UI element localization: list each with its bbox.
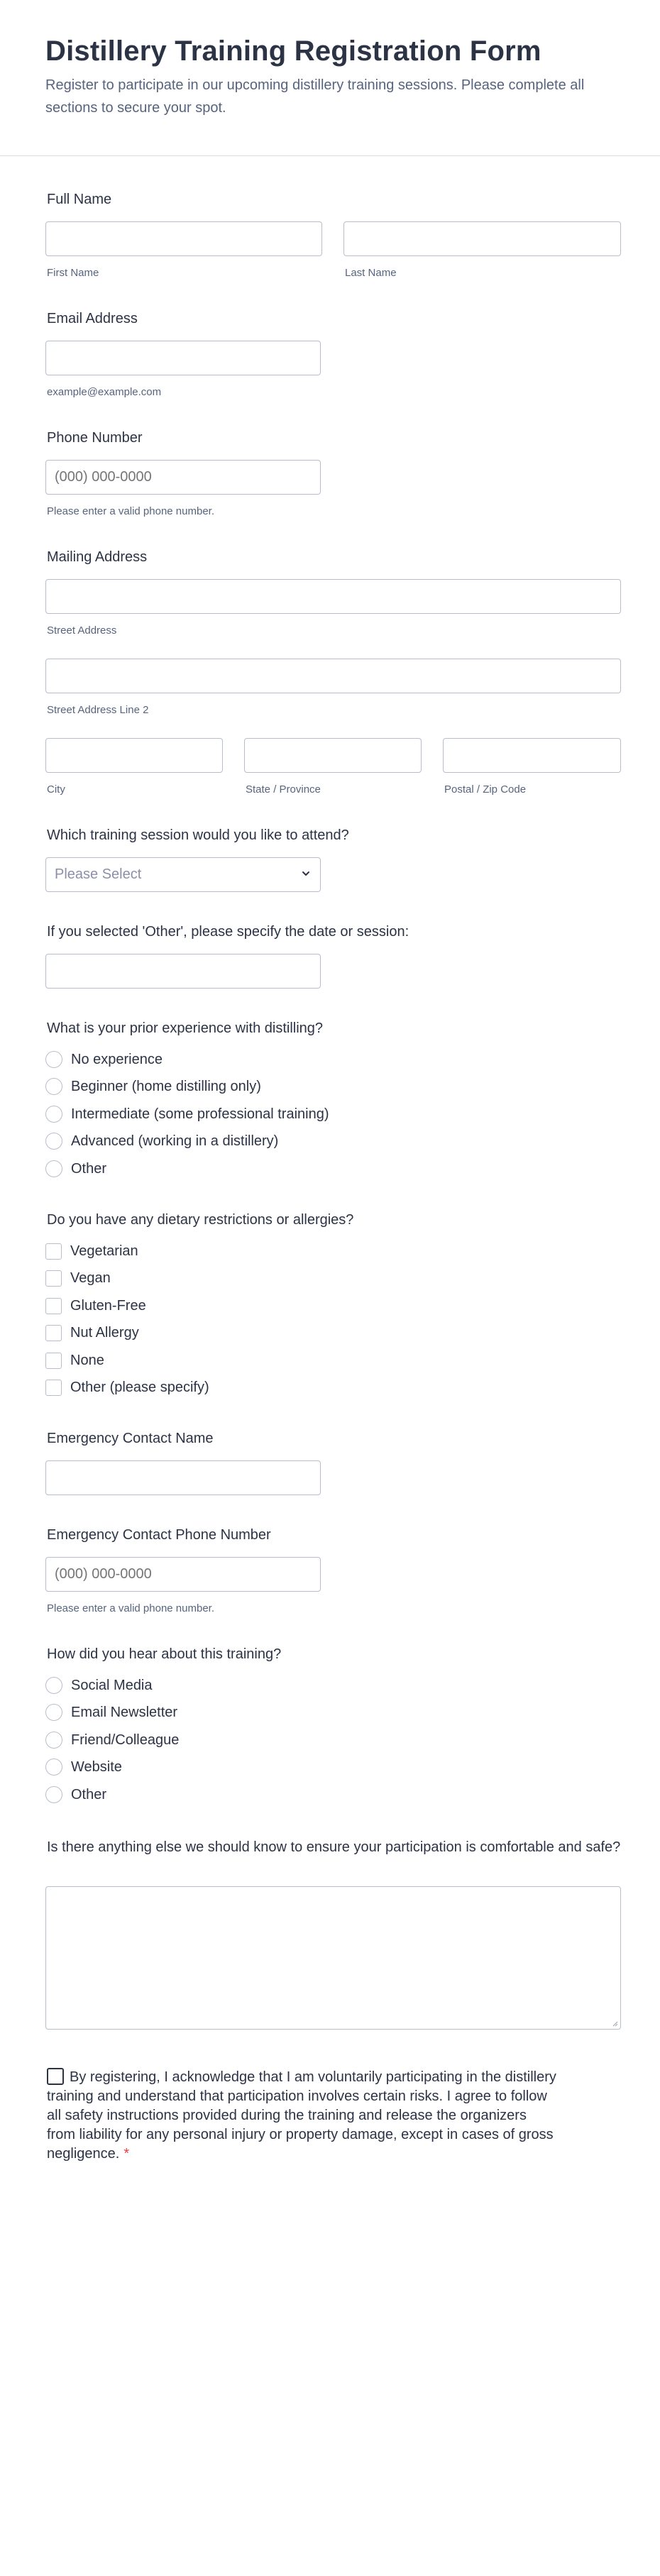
radio-button[interactable] (45, 1704, 62, 1721)
email-label: Email Address (47, 311, 138, 326)
comments-textarea[interactable] (45, 1886, 621, 2030)
phone-input[interactable] (45, 460, 321, 495)
street-address-sublabel: Street Address (47, 624, 117, 637)
radio-button[interactable] (45, 1160, 62, 1177)
heard-option[interactable] (45, 1785, 106, 1804)
consent-checkbox[interactable] (47, 2068, 64, 2085)
dietary-label: Do you have any dietary restrictions or allergies? (47, 1212, 354, 1228)
option-label: Email Newsletter (71, 1704, 178, 1720)
dietary-option[interactable] (45, 1242, 138, 1260)
form-header (0, 0, 660, 156)
last-name-input[interactable] (343, 221, 621, 256)
radio-button[interactable] (45, 1758, 62, 1776)
first-name-input[interactable] (45, 221, 322, 256)
heard-label: How did you hear about this training? (47, 1646, 282, 1662)
checkbox[interactable] (45, 1325, 62, 1341)
radio-button[interactable] (45, 1106, 62, 1123)
first-name-sublabel: First Name (47, 267, 99, 279)
state-sublabel: State / Province (246, 783, 321, 796)
city-input[interactable] (45, 738, 223, 773)
heard-option[interactable] (45, 1758, 122, 1776)
street-address-line2-sublabel: Street Address Line 2 (47, 704, 149, 716)
dietary-option[interactable] (45, 1378, 209, 1397)
mailing-address-label: Mailing Address (47, 549, 148, 565)
dietary-option[interactable] (45, 1297, 146, 1315)
phone-label: Phone Number (47, 430, 143, 446)
required-marker: * (123, 2146, 130, 2162)
checkbox[interactable] (45, 1298, 62, 1314)
city-sublabel: City (47, 783, 65, 796)
option-label: Nut Allergy (70, 1324, 139, 1341)
street-address-line2-input[interactable] (45, 659, 621, 693)
consent-text: By registering, I acknowledge that I am voluntarily participating in the distillery training and understand that participation involves certain risks. I agree to follow all safety instructions provided during the training and release the organizers from liability for any personal injury or property damage, except in cases of gross negligence. (47, 2069, 556, 2162)
option-label: Advanced (working in a distillery) (71, 1133, 279, 1149)
option-label: Other (please specify) (70, 1379, 209, 1395)
heard-option[interactable] (45, 1703, 177, 1722)
experience-option[interactable] (45, 1160, 106, 1178)
radio-button[interactable] (45, 1732, 62, 1749)
experience-option[interactable] (45, 1132, 278, 1150)
radio-button[interactable] (45, 1051, 62, 1068)
option-label: Social Media (71, 1677, 153, 1693)
option-label: Vegetarian (70, 1243, 138, 1259)
radio-button[interactable] (45, 1133, 62, 1150)
checkbox[interactable] (45, 1243, 62, 1260)
dietary-option[interactable] (45, 1269, 111, 1287)
experience-option[interactable] (45, 1050, 163, 1069)
comments-label: Is there anything else we should know to ensure your participation is comfortable and safe? (47, 1839, 621, 1855)
emergency-phone-sublabel: Please enter a valid phone number. (47, 1602, 214, 1614)
session-select-value: Please Select (55, 866, 142, 882)
email-input[interactable] (45, 341, 321, 375)
checkbox[interactable] (45, 1380, 62, 1396)
emergency-phone-input[interactable] (45, 1557, 321, 1592)
experience-option[interactable] (45, 1105, 329, 1123)
experience-option[interactable] (45, 1077, 261, 1096)
option-label: Other (71, 1786, 107, 1802)
radio-button[interactable] (45, 1078, 62, 1095)
other-session-label: If you selected 'Other', please specify the date or session: (47, 924, 409, 940)
radio-button[interactable] (45, 1677, 62, 1694)
emergency-name-input[interactable] (45, 1460, 321, 1495)
option-label: Beginner (home distilling only) (71, 1078, 261, 1094)
option-label: None (70, 1352, 104, 1368)
email-sublabel: example@example.com (47, 386, 162, 398)
experience-label: What is your prior experience with distilling? (47, 1020, 324, 1036)
zip-sublabel: Postal / Zip Code (444, 783, 527, 796)
emergency-name-label: Emergency Contact Name (47, 1431, 214, 1446)
street-address-input[interactable] (45, 579, 621, 614)
state-input[interactable] (244, 738, 422, 773)
last-name-sublabel: Last Name (345, 267, 397, 279)
consent-block (47, 2068, 558, 2164)
checkbox[interactable] (45, 1270, 62, 1287)
option-label: Gluten-Free (70, 1297, 146, 1314)
option-label: Other (71, 1160, 107, 1177)
phone-sublabel: Please enter a valid phone number. (47, 505, 214, 517)
full-name-label: Full Name (47, 192, 112, 207)
dietary-option[interactable] (45, 1323, 139, 1342)
session-select[interactable] (45, 857, 321, 892)
heard-option[interactable] (45, 1731, 179, 1749)
zip-input[interactable] (443, 738, 621, 773)
option-label: Vegan (70, 1270, 111, 1286)
option-label: Intermediate (some professional training) (71, 1106, 329, 1122)
option-label: Friend/Colleague (71, 1732, 180, 1748)
form-title: Distillery Training Registration Form (45, 35, 541, 67)
chevron-down-icon (300, 868, 312, 879)
resize-handle-icon[interactable] (611, 2020, 618, 2027)
option-label: No experience (71, 1051, 163, 1067)
session-label: Which training session would you like to attend? (47, 827, 349, 843)
other-session-input[interactable] (45, 954, 321, 989)
option-label: Website (71, 1758, 122, 1775)
emergency-phone-label: Emergency Contact Phone Number (47, 1527, 271, 1543)
heard-option[interactable] (45, 1676, 153, 1695)
checkbox[interactable] (45, 1353, 62, 1369)
form-description: Register to participate in our upcoming distillery training sessions. Please complete all sections to secure your spot. (45, 77, 585, 116)
dietary-option[interactable] (45, 1351, 104, 1370)
radio-button[interactable] (45, 1786, 62, 1803)
